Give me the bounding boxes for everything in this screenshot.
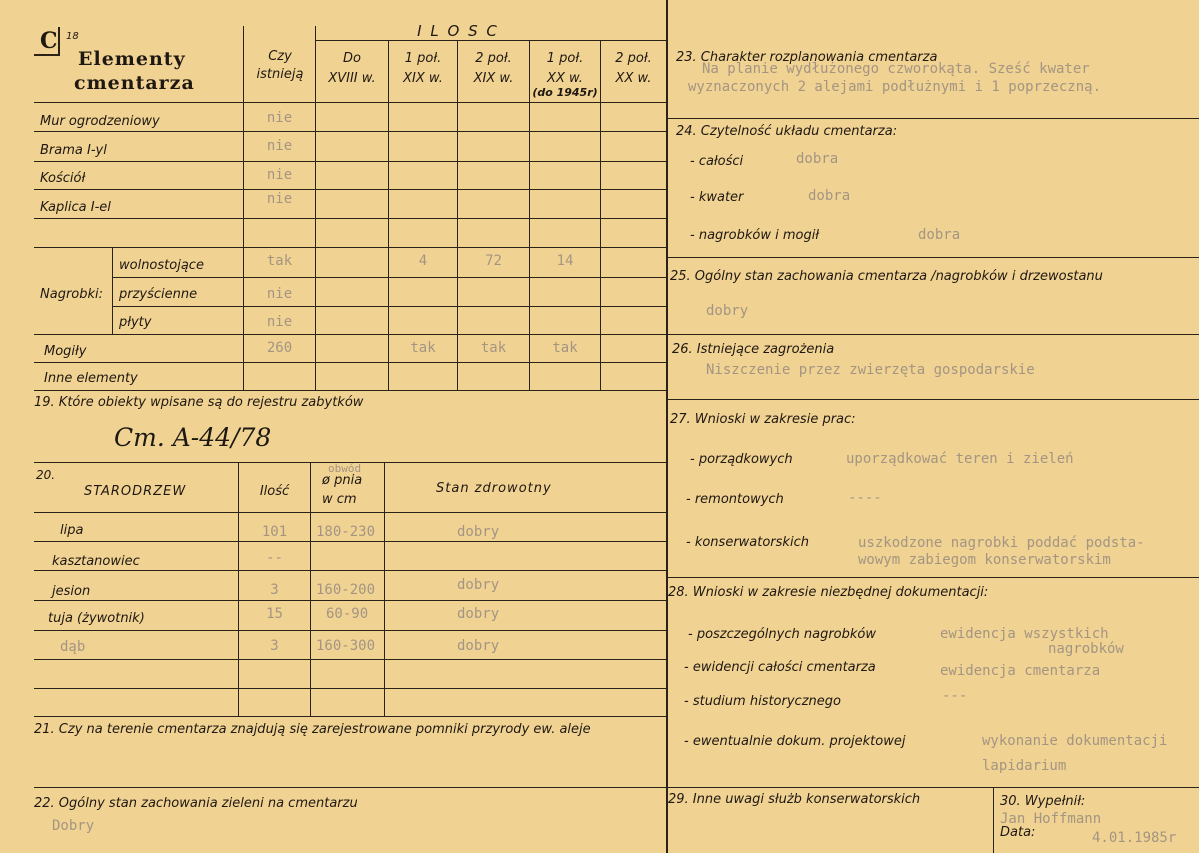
rule <box>668 399 1199 400</box>
nagrobki-label: Nagrobki: <box>40 287 104 302</box>
q28-v4a: wykonanie dokumentacji <box>982 733 1168 749</box>
col4-l3: (do 1945r) <box>532 86 598 99</box>
nagrobki-exists: nie <box>266 286 293 302</box>
rule <box>34 659 666 660</box>
tree-name: dąb <box>60 639 86 655</box>
q24-v1: dobra <box>796 151 839 167</box>
rule <box>668 118 1199 119</box>
rule <box>315 40 666 41</box>
trees-col-name: STARODRZEW <box>84 484 187 499</box>
row-exists: nie <box>266 167 293 183</box>
tree-girth: 180-230 <box>316 524 376 540</box>
rule <box>112 306 666 307</box>
tree-health: dobry <box>457 524 500 540</box>
q28-v1a: ewidencja wszystkich <box>940 626 1109 642</box>
rule <box>668 257 1199 258</box>
q26-value: Niszczenie przez zwierzęta gospodarskie <box>706 362 1035 378</box>
q27-v1: uporządkować teren i zieleń <box>846 451 1074 467</box>
nagrobki-exists: tak <box>266 253 293 269</box>
col1-l2: XVIII w. <box>328 71 376 86</box>
nagrobki-row-label: wolnostojące <box>119 258 204 273</box>
q19-value: Cm. A-44/78 <box>114 423 272 452</box>
tree-girth: 160-300 <box>316 638 376 654</box>
col2-l1: 1 poł. <box>404 51 442 66</box>
tree-girth: 160-200 <box>316 582 376 598</box>
mogily-label: Mogiły <box>44 344 87 359</box>
tree-girth: 60-90 <box>326 606 369 622</box>
rule <box>34 102 666 103</box>
q28-v3: --- <box>942 688 968 704</box>
q27-r2: - remontowych <box>686 492 784 507</box>
col4-l1: 1 poł. <box>546 51 584 66</box>
q22-label: 22. Ogólny stan zachowania zieleni na cmentarzu <box>34 796 358 811</box>
tree-health: dobry <box>457 577 500 593</box>
q29-label: 29. Inne uwagi służb konserwatorskich <box>668 792 921 807</box>
tree-qty: 3 <box>270 638 279 654</box>
tree-qty: 3 <box>270 582 279 598</box>
title-line2: cmentarza <box>74 72 195 94</box>
q23-label: 23. Charakter rozplanowania cmentarza <box>676 50 938 65</box>
trees-col-girth-l2: w cm <box>322 492 357 507</box>
col5-l2: XX w. <box>615 71 652 86</box>
rule <box>600 40 601 390</box>
rule <box>34 131 666 132</box>
q30-date-label: Data: <box>1000 825 1036 840</box>
row-exists: nie <box>266 138 293 154</box>
q26-label: 26. Istniejące zagrożenia <box>672 342 835 357</box>
nagrobki-row-label: płyty <box>119 315 152 330</box>
q28-label: 28. Wnioski w zakresie niezbędnej dokumentacji: <box>668 585 989 600</box>
row-exists: nie <box>266 191 293 207</box>
rule <box>112 247 113 334</box>
rule <box>668 334 1199 335</box>
rule <box>310 462 311 716</box>
rule <box>457 40 458 390</box>
tree-health: dobry <box>457 638 500 654</box>
q22-value: Dobry <box>52 818 95 834</box>
trees-col-girth-l1: ø pnia <box>322 473 363 488</box>
tree-qty: 15 <box>266 606 283 622</box>
col1-l1: Do <box>343 51 361 66</box>
nagrobki-qty: 4 <box>418 253 428 269</box>
q30-name: Jan Hoffmann <box>1000 811 1102 827</box>
rule <box>34 716 666 717</box>
q23-line2: wyznaczonych 2 alejami podłużnymi i 1 poprzeczną. <box>688 79 1102 95</box>
q21-label: 21. Czy na terenie cmentarza znajdują się zarejestrowane pomniki przyrody ew. aleje <box>34 722 591 737</box>
rule <box>388 40 389 390</box>
nagrobki-row-label: przyścienne <box>119 287 198 302</box>
trees-col-girth-top: obwód <box>328 462 362 475</box>
tree-health: dobry <box>457 606 500 622</box>
q25-value: dobry <box>706 303 749 319</box>
divider-29-30 <box>993 787 994 853</box>
q30-label: 30. Wypełnił: <box>1000 794 1086 809</box>
nagrobki-exists: nie <box>266 314 293 330</box>
trees-col-qty: Ilość <box>259 484 290 499</box>
rule <box>34 630 666 631</box>
col2-l2: XIX w. <box>403 71 443 86</box>
tree-name: tuja (żywotnik) <box>48 611 145 626</box>
col4-l2: XX w. <box>547 71 583 86</box>
rule <box>34 161 666 162</box>
row-label: Kościół <box>40 171 86 186</box>
mogily-qty: tak <box>552 340 578 356</box>
q24-label: 24. Czytelność układu cmentarza: <box>676 124 898 139</box>
q23-line1: Na planie wydłużonego czworokąta. Sześć kwater <box>702 61 1090 77</box>
rule <box>34 189 666 190</box>
rule <box>34 362 666 363</box>
rule <box>34 334 666 335</box>
mogily-qty: tak <box>410 340 436 356</box>
col3-l1: 2 poł. <box>475 51 512 66</box>
tree-qty: -- <box>266 550 283 566</box>
nagrobki-qty: 72 <box>485 253 502 269</box>
rule <box>34 390 666 391</box>
q27-r1: - porządkowych <box>690 452 793 467</box>
col5-l1: 2 poł. <box>615 51 652 66</box>
ilosc-header: I L O S C <box>417 22 499 40</box>
q28-r1: - poszczególnych nagrobków <box>688 627 876 642</box>
q28-r2: - ewidencji całości cmentarza <box>684 660 876 675</box>
q28-v2: ewidencja cmentarza <box>940 663 1101 679</box>
rule <box>384 462 385 716</box>
q27-label: 27. Wnioski w zakresie prac: <box>670 412 856 427</box>
trees-num: 20. <box>36 468 56 482</box>
mogily-qty: tak <box>480 340 507 356</box>
tree-name: lipa <box>60 523 84 538</box>
rule <box>668 577 1199 578</box>
rule <box>34 218 666 219</box>
q27-r3: - konserwatorskich <box>686 535 809 550</box>
q28-v1b: nagrobków <box>1048 641 1124 657</box>
tree-qty: 101 <box>261 524 288 540</box>
q27-v2: ---- <box>848 490 882 506</box>
rule <box>112 277 666 278</box>
card-number: 18 <box>66 31 79 42</box>
row-label: Mur ogrodzeniowy <box>40 114 160 129</box>
q30-date: 4.01.1985r <box>1092 830 1177 846</box>
tree-name: jesion <box>52 584 91 599</box>
row-exists: nie <box>266 110 293 126</box>
q19-label: 19. Które obiekty wpisane są do rejestru zabytków <box>34 395 364 410</box>
center-divider <box>666 0 668 853</box>
q24-v3: dobra <box>918 227 961 243</box>
q28-r4: - ewentualnie dokum. projektowej <box>684 734 906 749</box>
q28-v4b: lapidarium <box>982 758 1067 774</box>
mogily-exists: 260 <box>266 340 293 356</box>
rule <box>34 570 666 571</box>
q24-r1: - całości <box>690 154 744 169</box>
q24-r2: - kwater <box>690 190 744 205</box>
q25-label: 25. Ogólny stan zachowania cmentarza /nagrobków i drzewostanu <box>670 269 1103 284</box>
row-label: Brama I-yl <box>40 143 107 158</box>
card-letter: C <box>40 28 59 54</box>
inne-label: Inne elementy <box>44 371 138 386</box>
q24-v2: dobra <box>808 188 851 204</box>
rule <box>34 541 666 542</box>
nagrobki-qty: 14 <box>556 253 574 269</box>
rule <box>34 787 666 788</box>
col3-l2: XIX w. <box>473 71 514 86</box>
q27-v3b: wowym zabiegom konserwatorskim <box>858 552 1111 568</box>
col-exists-header: Czy istnieją <box>256 49 304 82</box>
q27-v3a: uszkodzone nagrobki poddać podsta- <box>858 535 1145 551</box>
rule <box>34 688 666 689</box>
rule <box>668 787 1199 788</box>
q28-r3: - studium historycznego <box>684 694 841 709</box>
title-line1: Elementy <box>78 48 186 70</box>
rule <box>243 26 244 390</box>
rule <box>34 247 666 248</box>
row-label: Kaplica I-el <box>40 200 111 215</box>
trees-col-health: Stan zdrowotny <box>436 481 552 496</box>
tree-name: kasztanowiec <box>52 554 140 569</box>
q24-r3: - nagrobków i mogił <box>690 228 820 243</box>
rule <box>34 512 666 513</box>
rule <box>34 600 666 601</box>
